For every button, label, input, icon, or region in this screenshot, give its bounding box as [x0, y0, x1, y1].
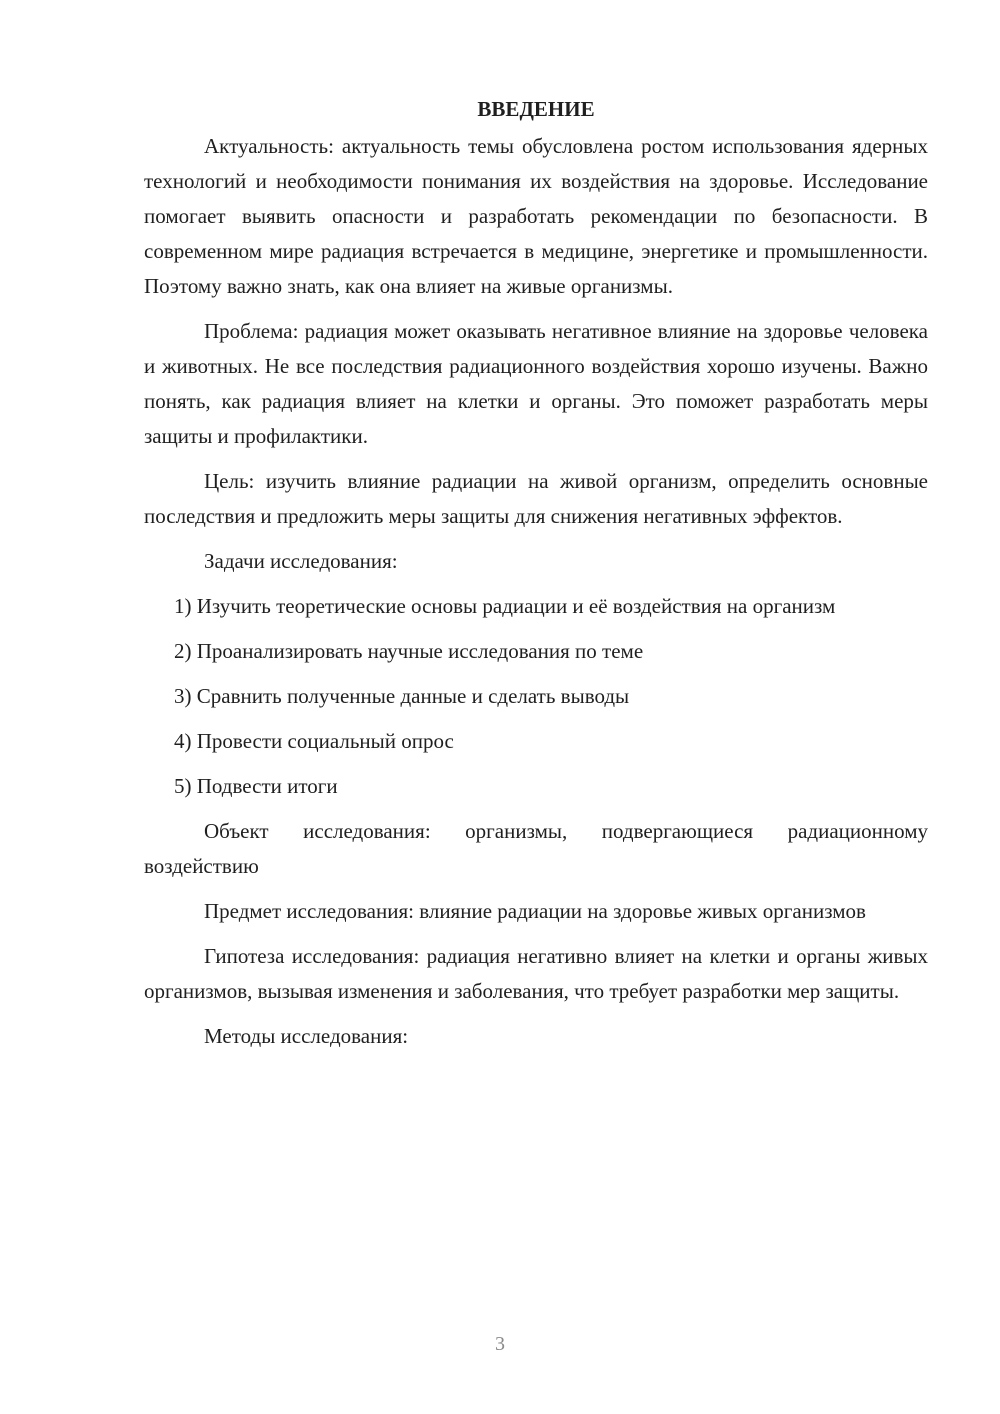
paragraph-hypothesis: Гипотеза исследования: радиация негативно влияет на клетки и органы живых организмов, вызывая изменения и заболевания, что требует разработки мер защиты. [144, 944, 928, 1003]
list-item: 4) Провести социальный опрос [174, 729, 454, 753]
paragraph-goal: Цель: изучить влияние радиации на живой организм, определить основные последствия и предложить меры защиты для снижения негативных эффектов. [144, 469, 928, 528]
page-title: ВВЕДЕНИЕ [477, 97, 595, 121]
tasks-heading: Задачи исследования: [204, 549, 398, 573]
page-number: 3 [495, 1333, 505, 1355]
list-item: 1) Изучить теоретические основы радиации и её воздействия на организм [174, 594, 836, 618]
methods-heading: Методы исследования: [204, 1024, 409, 1048]
list-item: 3) Сравнить полученные данные и сделать выводы [174, 684, 630, 708]
tasks-list [144, 589, 928, 804]
paragraph-object: Объект исследования: организмы, подвергающиеся радиационному воздействию [144, 819, 928, 878]
list-item: 2) Проанализировать научные исследования по теме [174, 639, 644, 663]
document-page [144, 92, 928, 1064]
paragraph-subject: Предмет исследования: влияние радиации на здоровье живых организмов [204, 899, 866, 923]
paragraph-problem: Проблема: радиация может оказывать негативное влияние на здоровье человека и животных. Не все последствия радиационного воздействия хорошо изучены. Важно понять, как радиация влияет на клетки и органы. Это поможет разработать меры защиты и профилактики. [144, 319, 928, 448]
list-item: 5) Подвести итоги [174, 774, 338, 798]
paragraph-relevance: Актуальность: актуальность темы обусловлена ростом использования ядерных технологий и необходимости понимания их воздействия на здоровье. Исследование помогает выявить опасности и разработать рекомендации по безопасности. В современном мире радиация встречается в медицине, энергетике и промышленности. Поэтому важно знать, как она влияет на живые организмы. [144, 134, 928, 298]
